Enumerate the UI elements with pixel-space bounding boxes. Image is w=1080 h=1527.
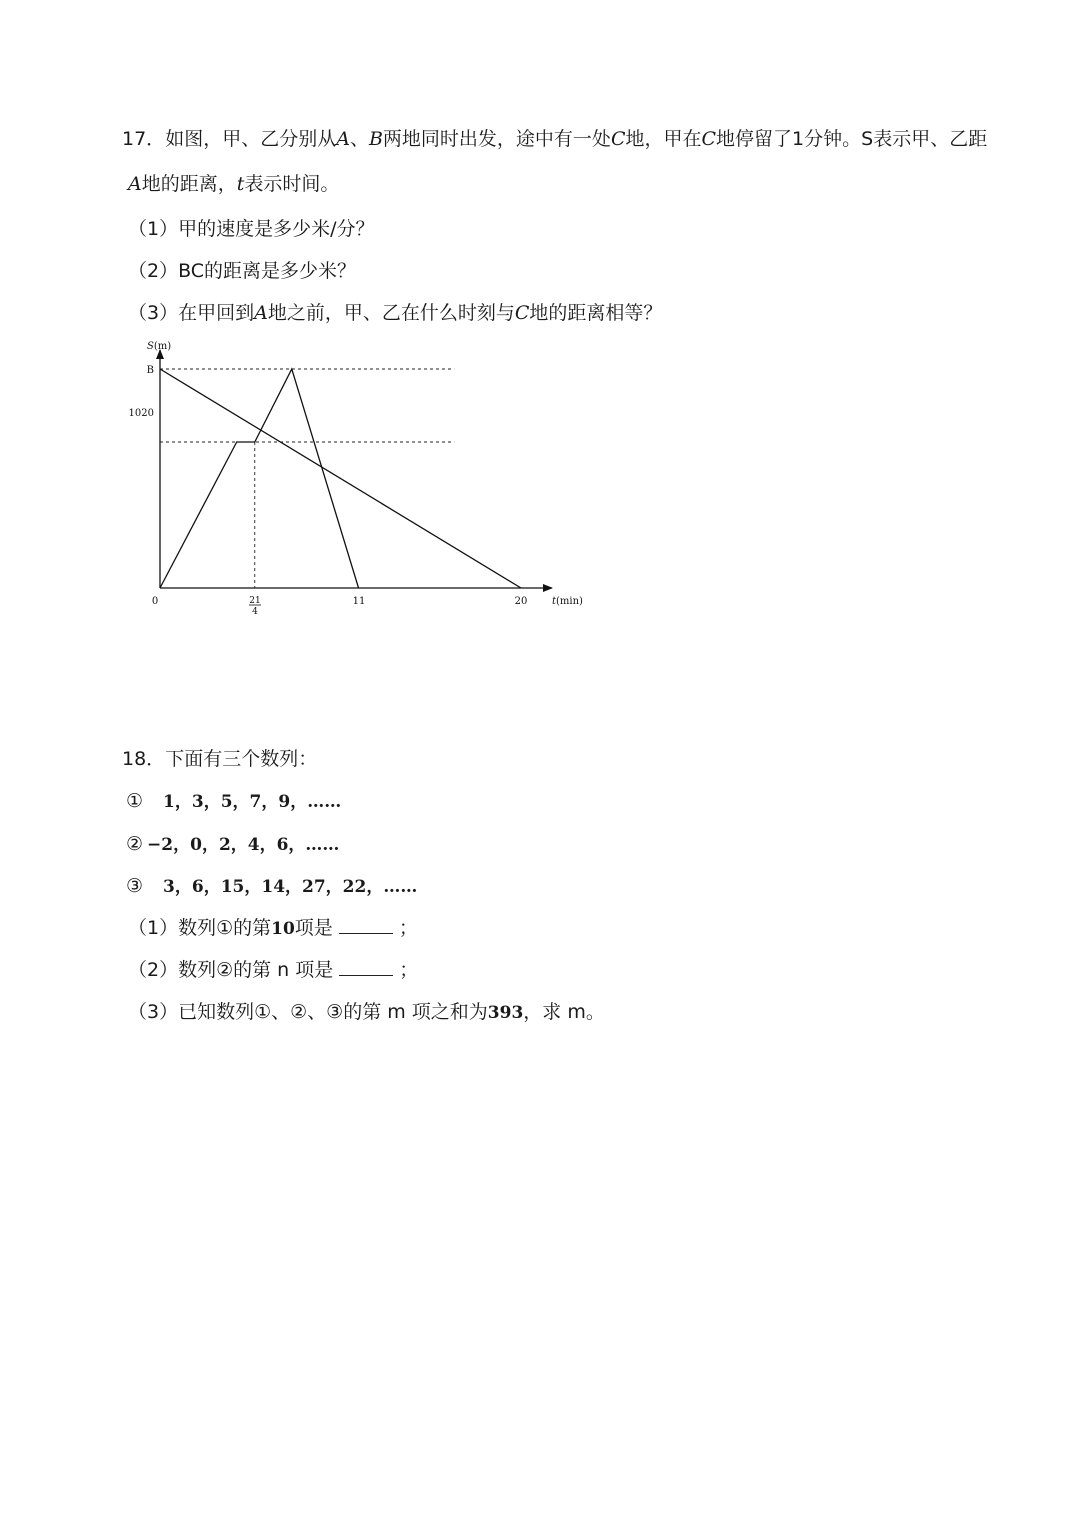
sequence-3: 3，6，15，14，27，22，…… bbox=[163, 877, 418, 897]
point-a: A bbox=[254, 302, 268, 324]
point-a: A bbox=[128, 173, 142, 195]
x-axis-label: t(min) bbox=[552, 596, 583, 607]
circled-three: ③ bbox=[126, 875, 144, 897]
text: 地的距离， bbox=[141, 173, 237, 195]
answer-blank[interactable] bbox=[339, 915, 393, 934]
text: （2）数列②的第 n 项是 bbox=[128, 959, 334, 981]
sequence-1: 1，3，5，7，9，…… bbox=[163, 792, 342, 812]
text: 地，甲在 bbox=[625, 128, 702, 150]
point-a: A bbox=[336, 128, 350, 150]
q18-seq1 bbox=[126, 788, 341, 815]
text: 表示时间。 bbox=[244, 173, 340, 195]
point-c: C bbox=[514, 302, 530, 324]
y-tick-label-1020: 1020 bbox=[128, 408, 154, 419]
text: 两地同时出发，途中有一处 bbox=[382, 128, 611, 150]
text: 下面有三个数列： bbox=[165, 748, 318, 770]
term-index: 10 bbox=[271, 919, 295, 939]
y-tick-label-b: B bbox=[146, 365, 154, 376]
sequence-2: −2，0，2，4，6，…… bbox=[147, 835, 340, 855]
y-axis-label: S(m) bbox=[147, 341, 172, 352]
text: 项是 bbox=[294, 917, 333, 939]
point-b: B bbox=[368, 128, 383, 150]
q18-seq3 bbox=[126, 873, 417, 900]
text: 如图，甲、乙分别从 bbox=[165, 128, 337, 150]
text: ； bbox=[399, 959, 419, 981]
x-tick-label-11: 11 bbox=[352, 596, 366, 607]
question-number: 18． bbox=[122, 748, 166, 770]
q18-seq2 bbox=[126, 831, 339, 858]
text: 地停留了1分钟。S表示甲、乙距 bbox=[716, 128, 988, 150]
text: 、 bbox=[349, 128, 369, 150]
var-t: t bbox=[236, 173, 245, 195]
circled-two: ② bbox=[126, 833, 144, 855]
question-number: 17． bbox=[122, 128, 166, 150]
text: （3）在甲回到 bbox=[128, 302, 255, 324]
q18-stem bbox=[122, 746, 317, 772]
sum-value: 393 bbox=[487, 1003, 524, 1023]
series-line-0 bbox=[160, 369, 359, 588]
distance-time-chart bbox=[0, 0, 1080, 640]
text: （1）数列①的第 bbox=[128, 917, 272, 939]
q18-sub1 bbox=[128, 915, 418, 942]
x-tick-label-21-4-num: 21 bbox=[249, 596, 261, 606]
point-c: C bbox=[610, 128, 626, 150]
q17-sub2: （2）BC的距离是多少米？ bbox=[128, 260, 357, 282]
answer-blank[interactable] bbox=[339, 957, 393, 976]
q17-sub1: （1）甲的速度是多少米/分？ bbox=[128, 218, 375, 240]
text: ； bbox=[398, 917, 418, 939]
x-tick-label-21-4-den: 4 bbox=[252, 607, 258, 617]
series-line-1 bbox=[160, 369, 521, 588]
x-tick-label-20: 20 bbox=[514, 596, 528, 607]
text: 地之前，甲、乙在什么时刻与 bbox=[267, 302, 515, 324]
text: 地的距离相等？ bbox=[529, 302, 663, 324]
text: （3）已知数列①、②、③的第 m 项之和为 bbox=[128, 1001, 488, 1023]
q18-sub2 bbox=[128, 957, 418, 983]
text: ，求 m。 bbox=[523, 1001, 605, 1023]
point-c: C bbox=[701, 128, 717, 150]
q18-sub3 bbox=[128, 999, 605, 1026]
x-tick-label-0: 0 bbox=[151, 596, 159, 607]
circled-one: ① bbox=[126, 790, 144, 812]
